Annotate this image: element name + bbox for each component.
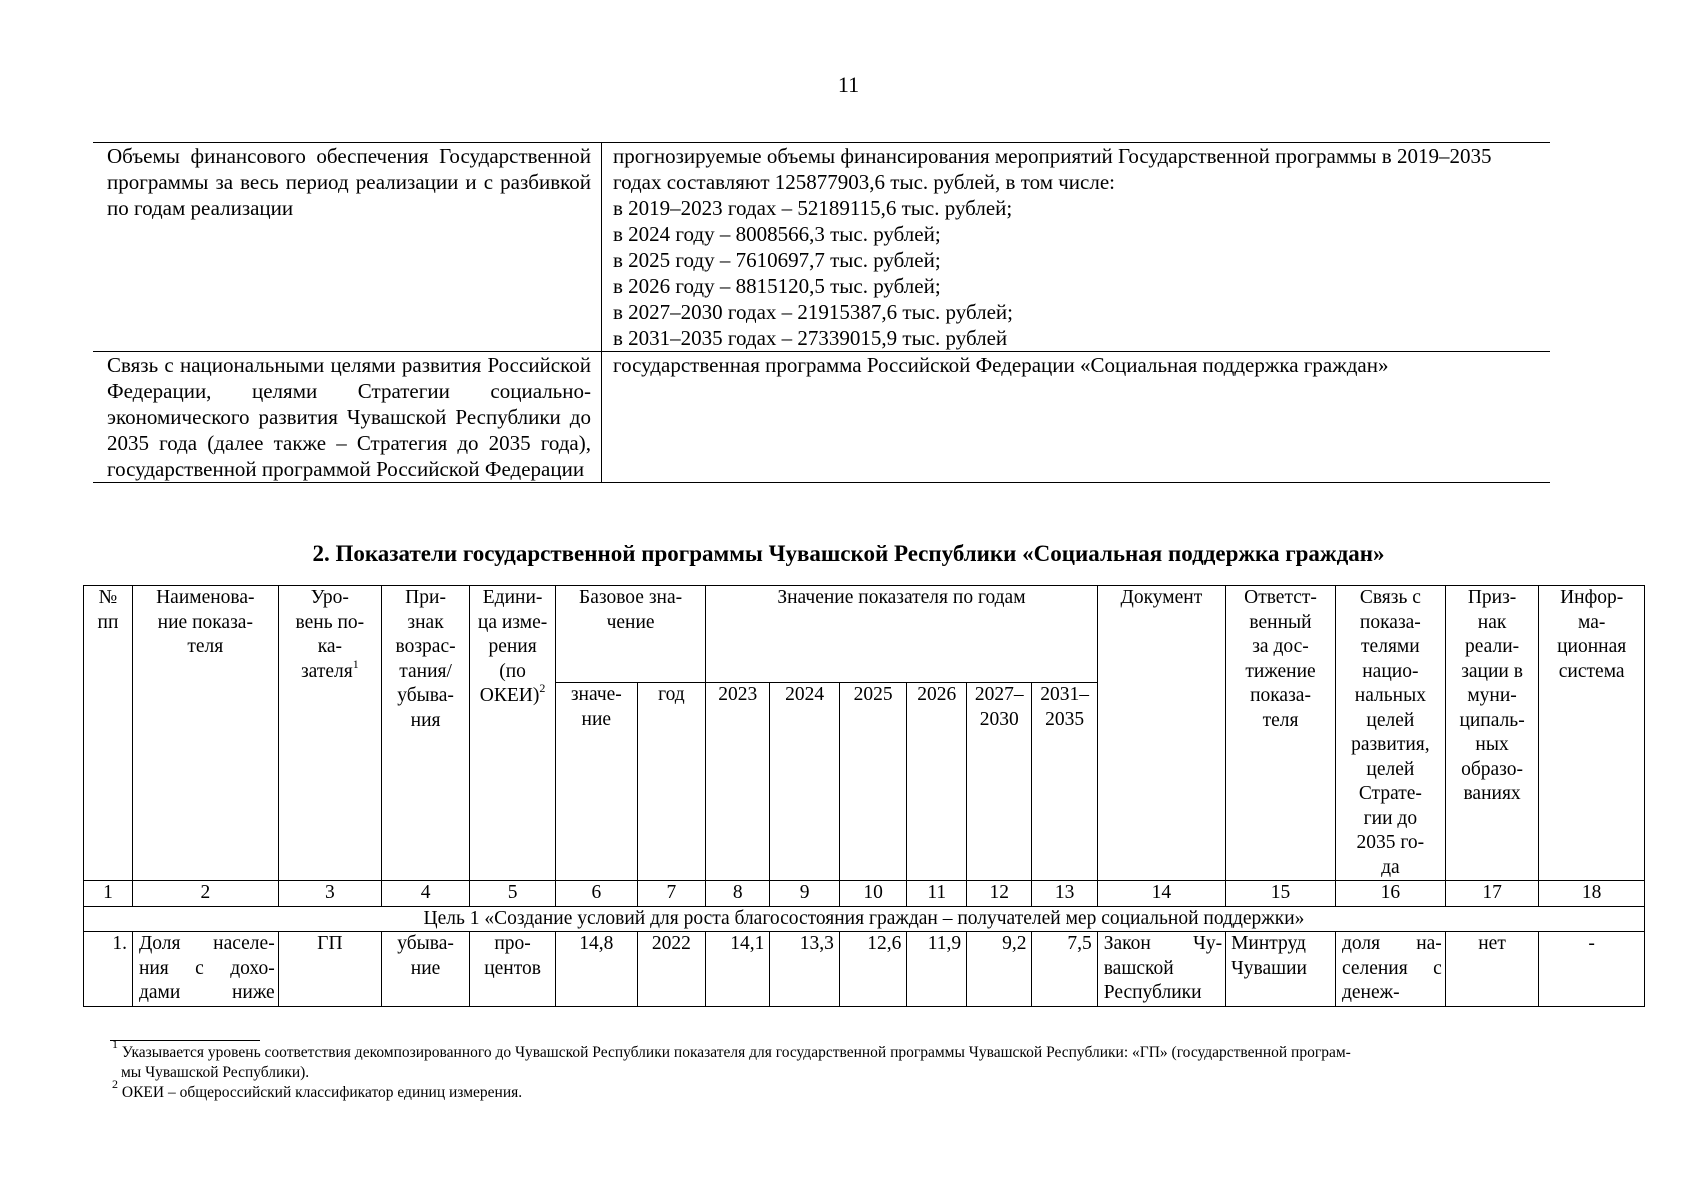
base-value: 14,8 — [556, 932, 638, 1007]
cell-line: доля на- — [1341, 933, 1442, 954]
footnote-mark: 1 — [112, 1037, 118, 1051]
year-value: 7,5 — [1032, 932, 1097, 1007]
cell-line: зателя$^1$ — [300, 656, 359, 682]
cell-line: Страте- — [1358, 783, 1422, 804]
cell-line: Уро- — [310, 587, 349, 608]
cell-line: ние — [581, 708, 612, 730]
column-number: 8 — [706, 881, 770, 907]
passport-row-financing — [93, 143, 1550, 352]
cell-line: ния — [410, 709, 441, 731]
goal-title: Цель 1 «Создание условий для роста благосостояния граждан – получателей мер социальной поддержки» — [84, 906, 1645, 932]
passport-label: Объемы финансового обеспечения Государственной программы за весь период реализации и с разбивкой по годам реализации — [93, 143, 602, 352]
cell-line: Республики — [1103, 982, 1202, 1003]
footnote-ref: 1 — [352, 656, 359, 671]
table-row — [84, 932, 1645, 1007]
year-value: 11,9 — [907, 932, 967, 1007]
header-level — [278, 586, 381, 881]
page-number: 11 — [837, 72, 860, 97]
cell-line: вашской — [1103, 957, 1174, 979]
indicators-table — [83, 585, 1645, 1007]
financing-line: в 2024 году – 8008566,3 тыс. рублей; — [613, 222, 941, 246]
section-title: 2. Показатели государственной программы Чувашской Республики «Социальная поддержка граждан» — [312, 541, 1385, 566]
header-name — [132, 586, 278, 881]
cell-line: ка- — [317, 636, 343, 657]
cell-line: Инфор- — [1560, 587, 1624, 608]
column-number: 16 — [1335, 881, 1445, 907]
footnote-mark: 2 — [112, 1077, 118, 1091]
column-number: 10 — [839, 881, 906, 907]
footnote-separator — [110, 1040, 260, 1041]
cell-line: селения с — [1341, 957, 1442, 979]
header-municipal — [1445, 586, 1539, 881]
cell-line: 2025 — [853, 684, 893, 705]
year-value: 12,6 — [839, 932, 906, 1007]
cell-line: ционная — [1557, 636, 1627, 657]
passport-value — [602, 143, 1551, 352]
cell-line: дами ниже — [138, 982, 275, 1003]
cell-line: нальных — [1354, 685, 1426, 706]
header-year — [1032, 683, 1097, 881]
year-value: 13,3 — [770, 932, 840, 1007]
cell-line: При- — [405, 587, 446, 608]
footnote-2 — [112, 1077, 1592, 1103]
cell-line: ципаль- — [1459, 709, 1525, 731]
column-number: 18 — [1539, 881, 1645, 907]
header-base-year: год — [637, 683, 706, 881]
cell-line: убыва- — [397, 685, 454, 706]
column-number: 17 — [1445, 881, 1539, 907]
financing-line: в 2026 году – 8815120,5 тыс. рублей; — [613, 274, 941, 298]
column-number: 2 — [132, 881, 278, 907]
cell-line: значе- — [570, 684, 622, 705]
cell-line: ных — [1475, 734, 1509, 755]
indicator-name — [132, 932, 278, 1007]
header-unit — [470, 586, 556, 881]
column-numbers-row — [84, 881, 1645, 907]
cell-line: гии до — [1363, 807, 1418, 829]
cell-line: венный — [1249, 611, 1312, 633]
financing-line: в 2019–2023 годах – 52189115,6 тыс. рублей; — [613, 196, 1013, 220]
cell-line: центов — [484, 957, 541, 979]
header-document: Документ — [1097, 586, 1225, 881]
cell-line: вень по- — [295, 611, 365, 633]
cell-line: да — [1381, 856, 1400, 878]
column-number: 12 — [967, 881, 1032, 907]
passport-row-goals-link — [93, 352, 1550, 483]
cell-line: муни- — [1467, 685, 1517, 706]
cell-line: ние показа- — [157, 611, 253, 633]
footnote-text: Указывается уровень соответствия декомпозированного до Чувашской Республики показателя для государственной программы Чувашской Республики: «ГП» (государственной програм- — [121, 1044, 1351, 1061]
cell-line: образо- — [1461, 758, 1524, 780]
year-value: 14,1 — [706, 932, 770, 1007]
passport-value — [602, 352, 1551, 483]
cell-line: зации в — [1461, 660, 1523, 682]
indicator-level: ГП — [278, 932, 381, 1007]
cell-line: 2030 — [979, 708, 1019, 730]
cell-line: ние — [410, 957, 441, 979]
cell-line: (по — [499, 660, 526, 682]
column-number: 11 — [907, 881, 967, 907]
column-number: 7 — [637, 881, 706, 907]
header-year — [907, 683, 967, 881]
cell-line: целей — [1366, 758, 1415, 780]
cell-line: № — [98, 587, 118, 608]
cell-line: убыва- — [397, 933, 454, 954]
header-values-by-year: Значение показателя по годам — [706, 586, 1098, 683]
header-unit-text — [472, 586, 553, 709]
header-base-value — [556, 683, 638, 881]
footnotes — [112, 1037, 1592, 1103]
cell-line: Едини- — [482, 587, 543, 608]
header-year — [770, 683, 840, 881]
header-num — [84, 586, 133, 881]
cell-line: 2027– — [974, 684, 1024, 705]
cell-line: Наименова- — [156, 587, 255, 608]
header-trend — [382, 586, 470, 881]
cell-line: ваниях — [1463, 783, 1521, 804]
financing-total: прогнозируемые объемы финансирования мероприятий Государственной программы в 2019–2035 годах составляют 125877903,6 тыс. рублей, в том числе: — [613, 144, 1492, 194]
cell-line: за дос- — [1252, 636, 1309, 657]
column-number: 1 — [84, 881, 133, 907]
financing-line: в 2025 году – 7610697,7 тыс. рублей; — [613, 248, 941, 272]
cell-line: Доля населе- — [138, 933, 275, 954]
footnote-text: ОКЕИ – общероссийский классификатор единиц измерения. — [121, 1084, 523, 1101]
cell-line: 2024 — [785, 684, 825, 705]
column-number: 5 — [470, 881, 556, 907]
indicator-municipal: нет — [1445, 932, 1539, 1007]
footnote-ref: 2 — [539, 681, 546, 695]
cell-line: Ответст- — [1244, 587, 1317, 608]
cell-line: 2035 го- — [1356, 832, 1425, 853]
header-link — [1335, 586, 1445, 881]
cell-line: 2031– — [1040, 684, 1089, 705]
financing-line: в 2031–2035 годах – 27339015,9 тыс. рублей — [613, 326, 1008, 350]
column-number: 13 — [1032, 881, 1097, 907]
footnote-1 — [112, 1037, 1592, 1063]
passport-table — [93, 142, 1550, 483]
indicator-link — [1335, 932, 1445, 1007]
cell-line: тания/ — [399, 660, 452, 682]
column-number: 9 — [770, 881, 840, 907]
goal-row — [84, 906, 1645, 932]
financing-line: в 2027–2030 годах – 21915387,6 тыс. рублей; — [613, 300, 1013, 324]
header-level-text — [281, 586, 379, 684]
cell-line: реали- — [1465, 636, 1520, 657]
cell-line: ма- — [1577, 611, 1606, 633]
cell-line: целей — [1366, 709, 1415, 731]
cell-line: чение — [606, 611, 655, 633]
cell-line: 2026 — [917, 684, 957, 705]
header-year — [967, 683, 1032, 881]
column-number: 3 — [278, 881, 381, 907]
cell-line: нацио- — [1362, 660, 1419, 682]
cell-line: денеж- — [1341, 982, 1400, 1003]
column-number: 4 — [382, 881, 470, 907]
footnote-1-continued: мы Чувашской Республики). — [121, 1064, 310, 1081]
indicator-responsible — [1226, 932, 1336, 1007]
column-number: 15 — [1226, 881, 1336, 907]
column-number: 14 — [1097, 881, 1225, 907]
indicator-unit — [470, 932, 556, 1007]
year-value: 9,2 — [967, 932, 1032, 1007]
cell-line: тижение — [1245, 660, 1316, 682]
header-base — [556, 586, 706, 683]
header-row — [84, 586, 1645, 683]
cell-line: Минтруд — [1231, 933, 1306, 954]
cell-line: система — [1558, 660, 1625, 682]
cell-line: Приз- — [1467, 587, 1517, 608]
cell-line: ния с дохо- — [138, 957, 275, 979]
cell-line: пп — [97, 611, 119, 633]
indicator-trend — [382, 932, 470, 1007]
cell-line: 2023 — [718, 684, 758, 705]
column-number: 6 — [556, 881, 638, 907]
header-year — [839, 683, 906, 881]
cell-line: Базовое зна- — [579, 587, 683, 608]
cell-line: 2035 — [1045, 708, 1085, 730]
cell-line: Связь с — [1359, 587, 1421, 608]
cell-line: телями — [1361, 636, 1420, 657]
indicator-document — [1097, 932, 1225, 1007]
header-info-system — [1539, 586, 1645, 881]
cell-line: знак — [407, 611, 444, 633]
cell-line: ОКЕИ)$^2$ — [479, 681, 546, 706]
indicator-info-system: - — [1539, 932, 1645, 1007]
cell-line: нак — [1477, 611, 1507, 633]
cell-line: Закон Чу- — [1103, 933, 1223, 954]
cell-line: рения — [488, 636, 537, 657]
row-num: 1. — [84, 932, 133, 1007]
cell-line: развития, — [1351, 734, 1430, 755]
header-responsible — [1226, 586, 1336, 881]
base-year: 2022 — [637, 932, 706, 1007]
cell-line: показа- — [1359, 611, 1421, 633]
cell-line: теля — [187, 636, 224, 657]
header-year — [706, 683, 770, 881]
cell-line: ца изме- — [477, 611, 548, 633]
state-program-link: государственная программа Российской Федерации «Социальная поддержка граждан» — [613, 353, 1389, 377]
cell-line: Чувашии — [1231, 957, 1307, 979]
cell-line: показа- — [1250, 685, 1311, 706]
passport-label: Связь с национальными целями развития Российской Федерации, целями Стратегии социально-экономического развития Чувашской Республики до 2035 года (далее также – Стратегия до 2035 года), государственной программой Российской Федерации — [93, 352, 602, 483]
cell-line: возрас- — [395, 636, 456, 657]
cell-line: про- — [494, 933, 531, 954]
cell-line: теля — [1262, 709, 1299, 731]
